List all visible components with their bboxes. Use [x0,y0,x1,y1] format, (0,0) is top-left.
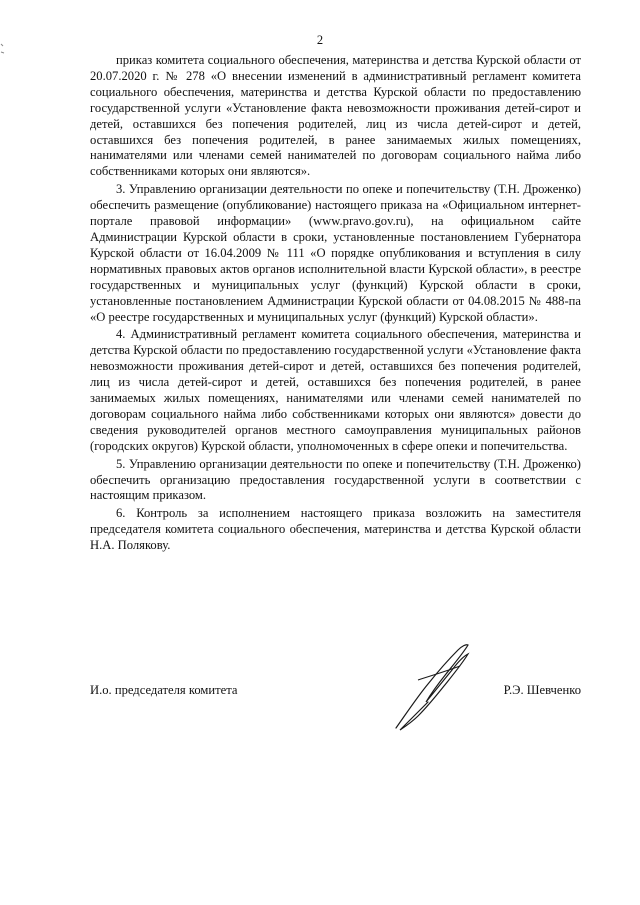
document-body [90,53,581,556]
page-number: 2 [316,33,324,47]
paragraph-5: 5. Управлению организации деятельности по опеке и попечительству (Т.Н. Дроженко) обеспечить организацию предоставления государственной услуги в соответствии с настоящим приказом. [90,456,581,503]
paragraph-continuation: приказ комитета социального обеспечения, материнства и детства Курской области от 20.07.2020 г. № 278 «О внесении изменений в административный регламент комитета социального обеспечения, материнства и детства Курской области по предоставлению государственной услуги «Установление факта невозможности проживания детей-сирот и детей, оставшихся без попечения родителей, лиц из числа детей-сирот и детей, оставшихся без попечения родителей, в ранее занимаемых жилых помещениях, нанимателями или членами семей нанимателей по договорам социального найма либо собственниками которых они являются». [90,53,581,179]
paragraph-4: 4. Административный регламент комитета социального обеспечения, материнства и детства Курской области по предоставлению государственной услуги «Установление факта невозможности проживания детей-сирот и детей, оставшихся без попечения родителей, лиц из числа детей-сирот и детей, оставшихся без попечения родителей, в ранее занимаемых жилых помещениях, нанимателями или членами семей нанимателей по договорам социального найма либо собственниками которых они являются» довести до сведения руководителей органов местного самоуправления муниципальных районов (городских округов) Курской области, уполномоченных в сфере опеки и попечительства. [90,327,581,453]
signatory-name: Р.Э. Шевченко [503,683,581,697]
paragraph-3: 3. Управлению организации деятельности по опеке и попечительству (Т.Н. Дроженко) обеспечить размещение (опубликование) настоящего приказа на «Официальном интернет-портале правовой информации» (www.pravo.gov.ru), на официальном сайте Администрации Курской области в сроки, установленные постановлением Губернатора Курской области от 16.04.2009 № 111 «О порядке опубликования и вступления в силу нормативных правовых актов органов исполнительной власти Курской области», в реестре государственных и муниципальных услуг (функций) Курской области в сроки, установленные постановлением Администрации Курской области от 04.08.2015 № 488-па «О реестре государственных и муниципальных услуг (функций) Курской области». [90,182,581,324]
scan-edge-marks [0,40,6,100]
paragraph-6: 6. Контроль за исполнением настоящего приказа возложить на заместителя председателя комитета социального обеспечения, материнства и детства Курской области Н.А. Полякову. [90,506,581,553]
signatory-position: И.о. председателя комитета [90,683,238,697]
signature-row [90,683,581,698]
